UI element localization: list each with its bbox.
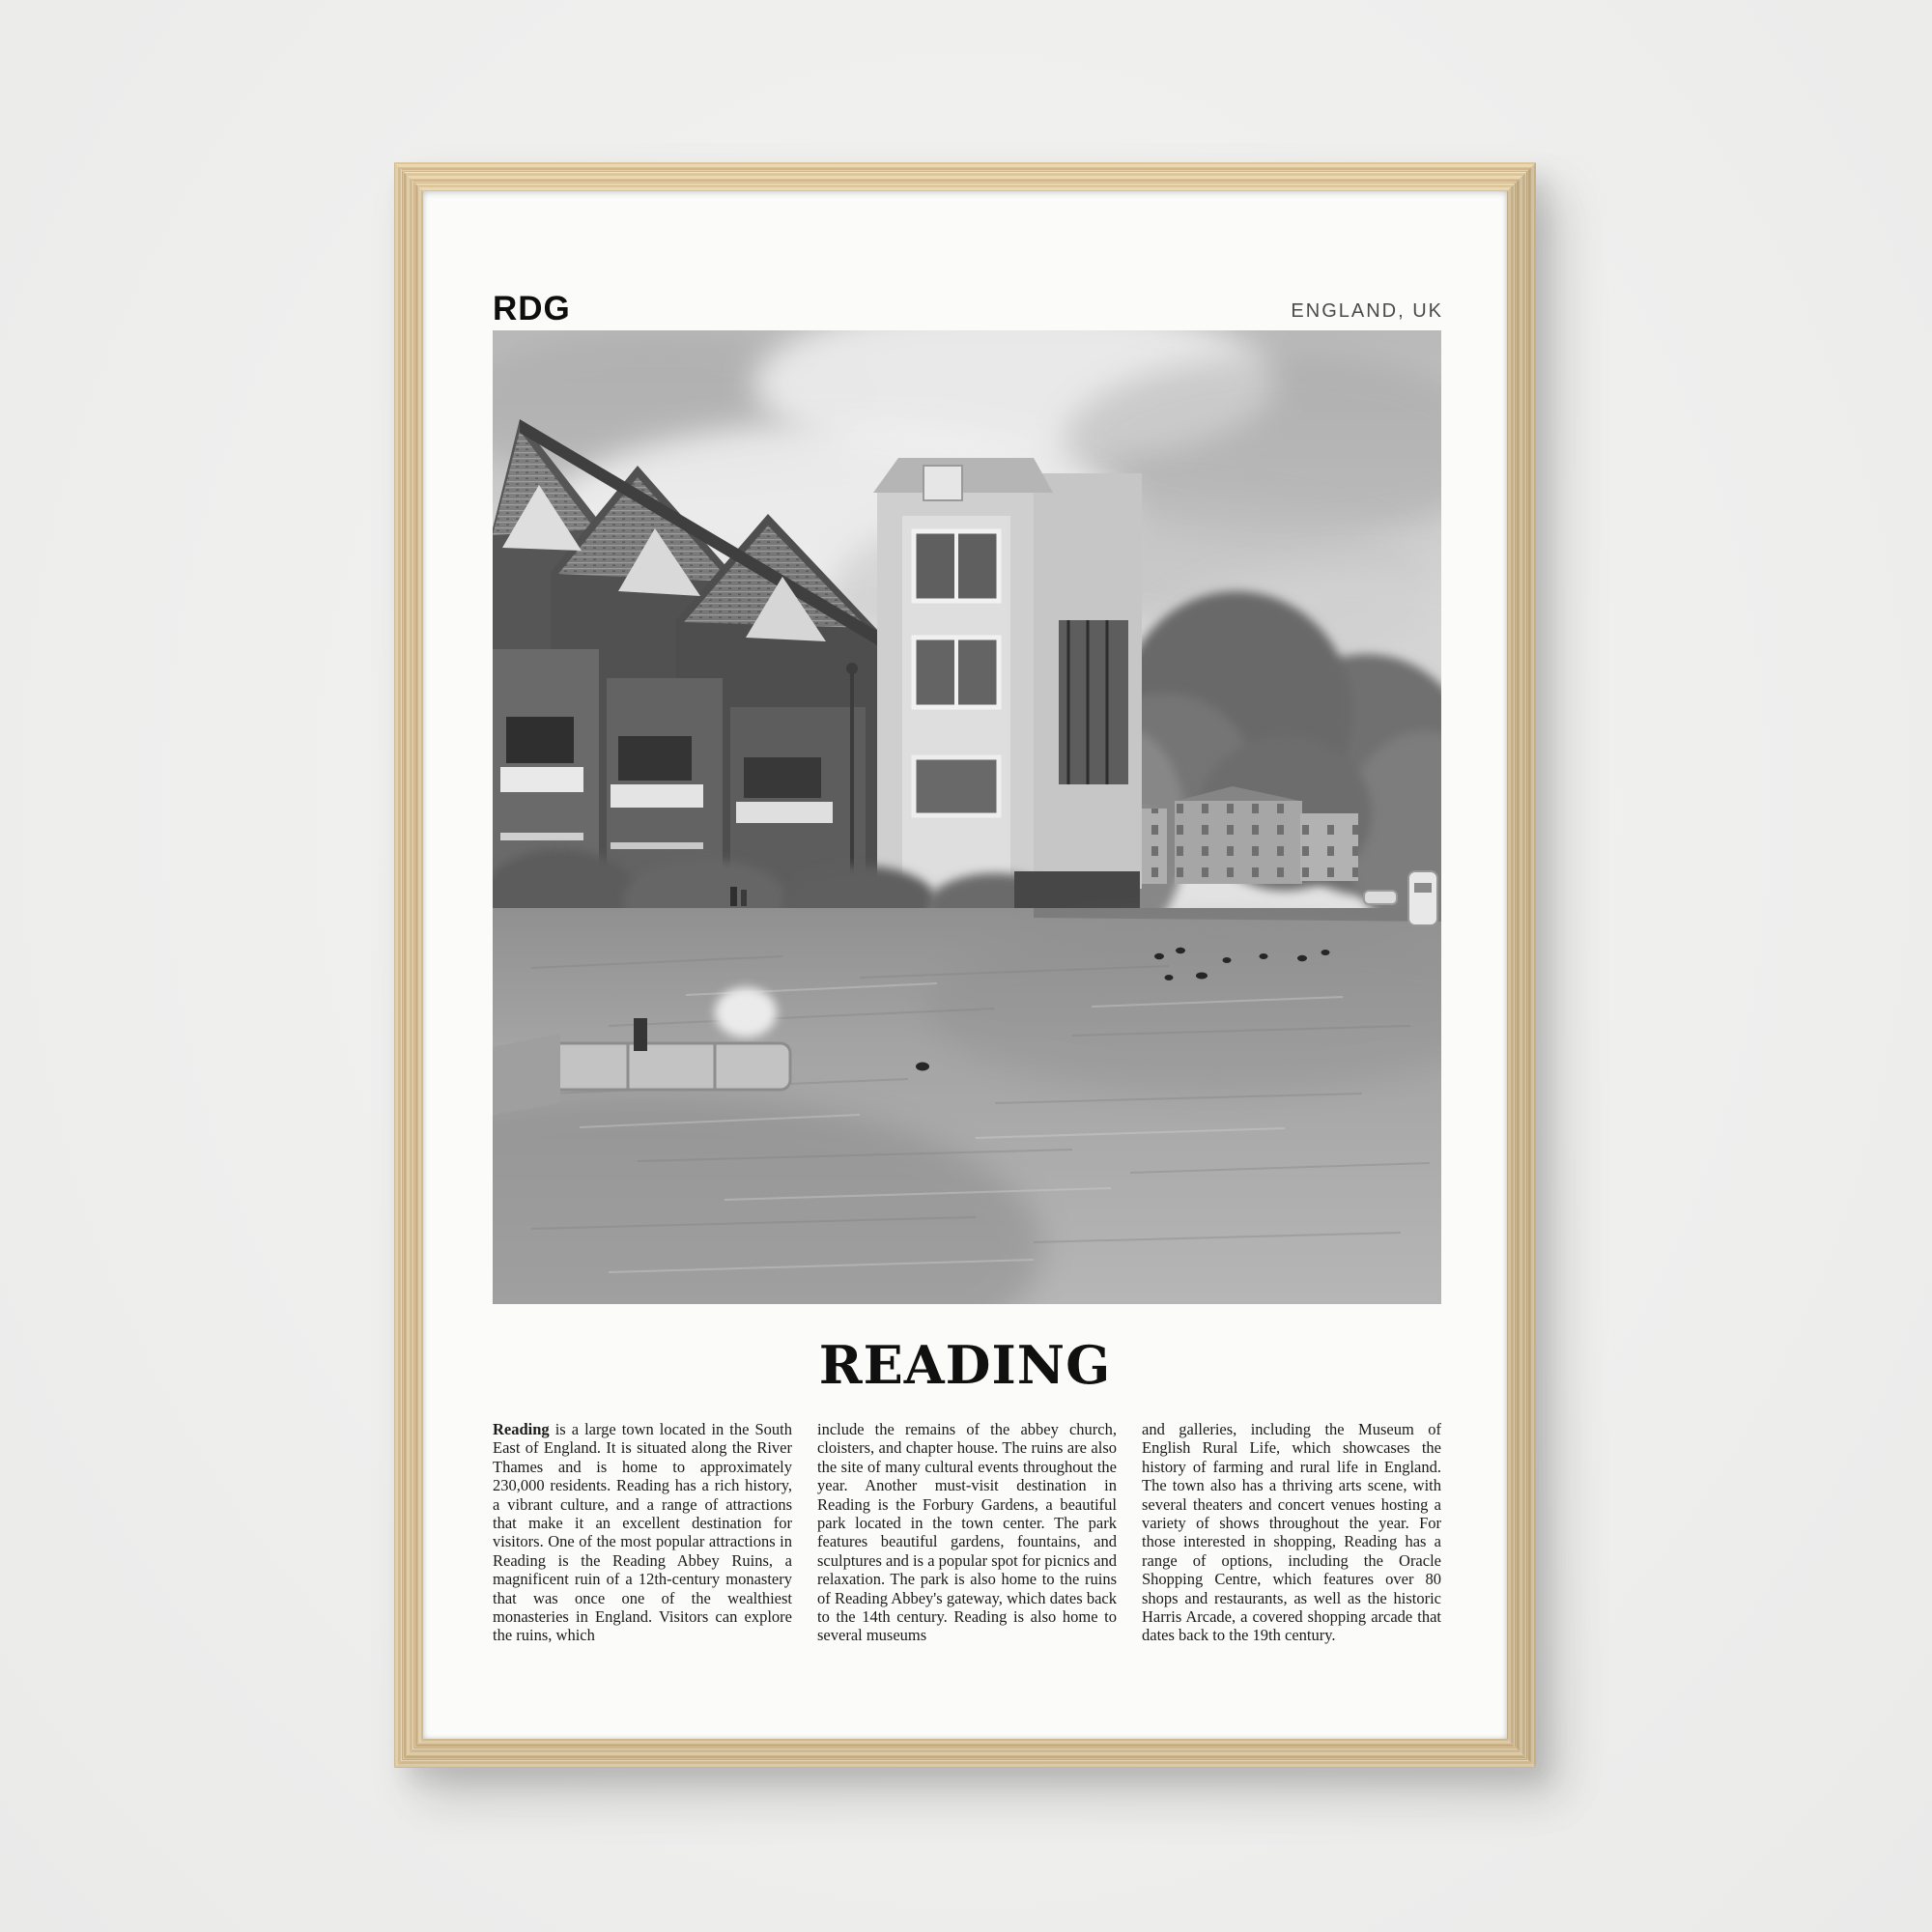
bay-window-building [873,458,1142,889]
person-figure [730,887,737,906]
frame-bar-bottom [394,1739,1536,1768]
body-column-1 [493,1420,792,1645]
poster-title: READING [818,1334,1112,1396]
body-columns [493,1420,1441,1645]
body-column-1-text: is a large town located in the South East of England. It is situated along the River Thames and is home to approximately 230,000 residents. Reading has a rich history, a vibrant culture, and a range of attractions that make it an excellent destination for visitors. One of the most popular attractions in Reading is the Reading Abbey Ruins, a magnificent ruin of a 12th-century monastery that was once one of the wealthiest monasteries in England. Visitors can explore the ruins, which [493,1420,792,1645]
lead-word: Reading [493,1420,550,1438]
frame-bar-right [1507,162,1536,1768]
riverside-photo [493,330,1441,1304]
location-label: ENGLAND, UK [1291,300,1443,322]
person-figure [741,890,747,906]
picture-frame [394,162,1536,1768]
frame-bar-left [394,162,423,1768]
body-column-2: include the remains of the abbey church, cloisters, and chapter house. The ruins are also the site of many cultural events throughout the year. Another must-visit destination in Reading is the Forbury Gardens, a beautiful park located in the town center. The park features beautiful gardens, fountains, and sculptures and is a popular spot for picnics and relaxation. The park is also home to the ruins of Reading Abbey's gateway, which dates back to the 14th century. Reading is also home to several museums [817,1420,1117,1645]
city-code-label: RDG [493,290,571,327]
body-column-3: and galleries, including the Museum of English Rural Life, which showcases the history of farming and rural life in England. The town also has a thriving arts scene, with several theaters and concert venues hosting a variety of shows throughout the year. For those interested in shopping, Reading has a range of options, including the Oracle Shopping Centre, which features over 80 shops and restaurants, as well as the historic Harris Arcade, a covered shopping arcade that dates back to the 19th century. [1142,1420,1441,1645]
poster [423,191,1507,1739]
frame-bar-top [394,162,1536,191]
